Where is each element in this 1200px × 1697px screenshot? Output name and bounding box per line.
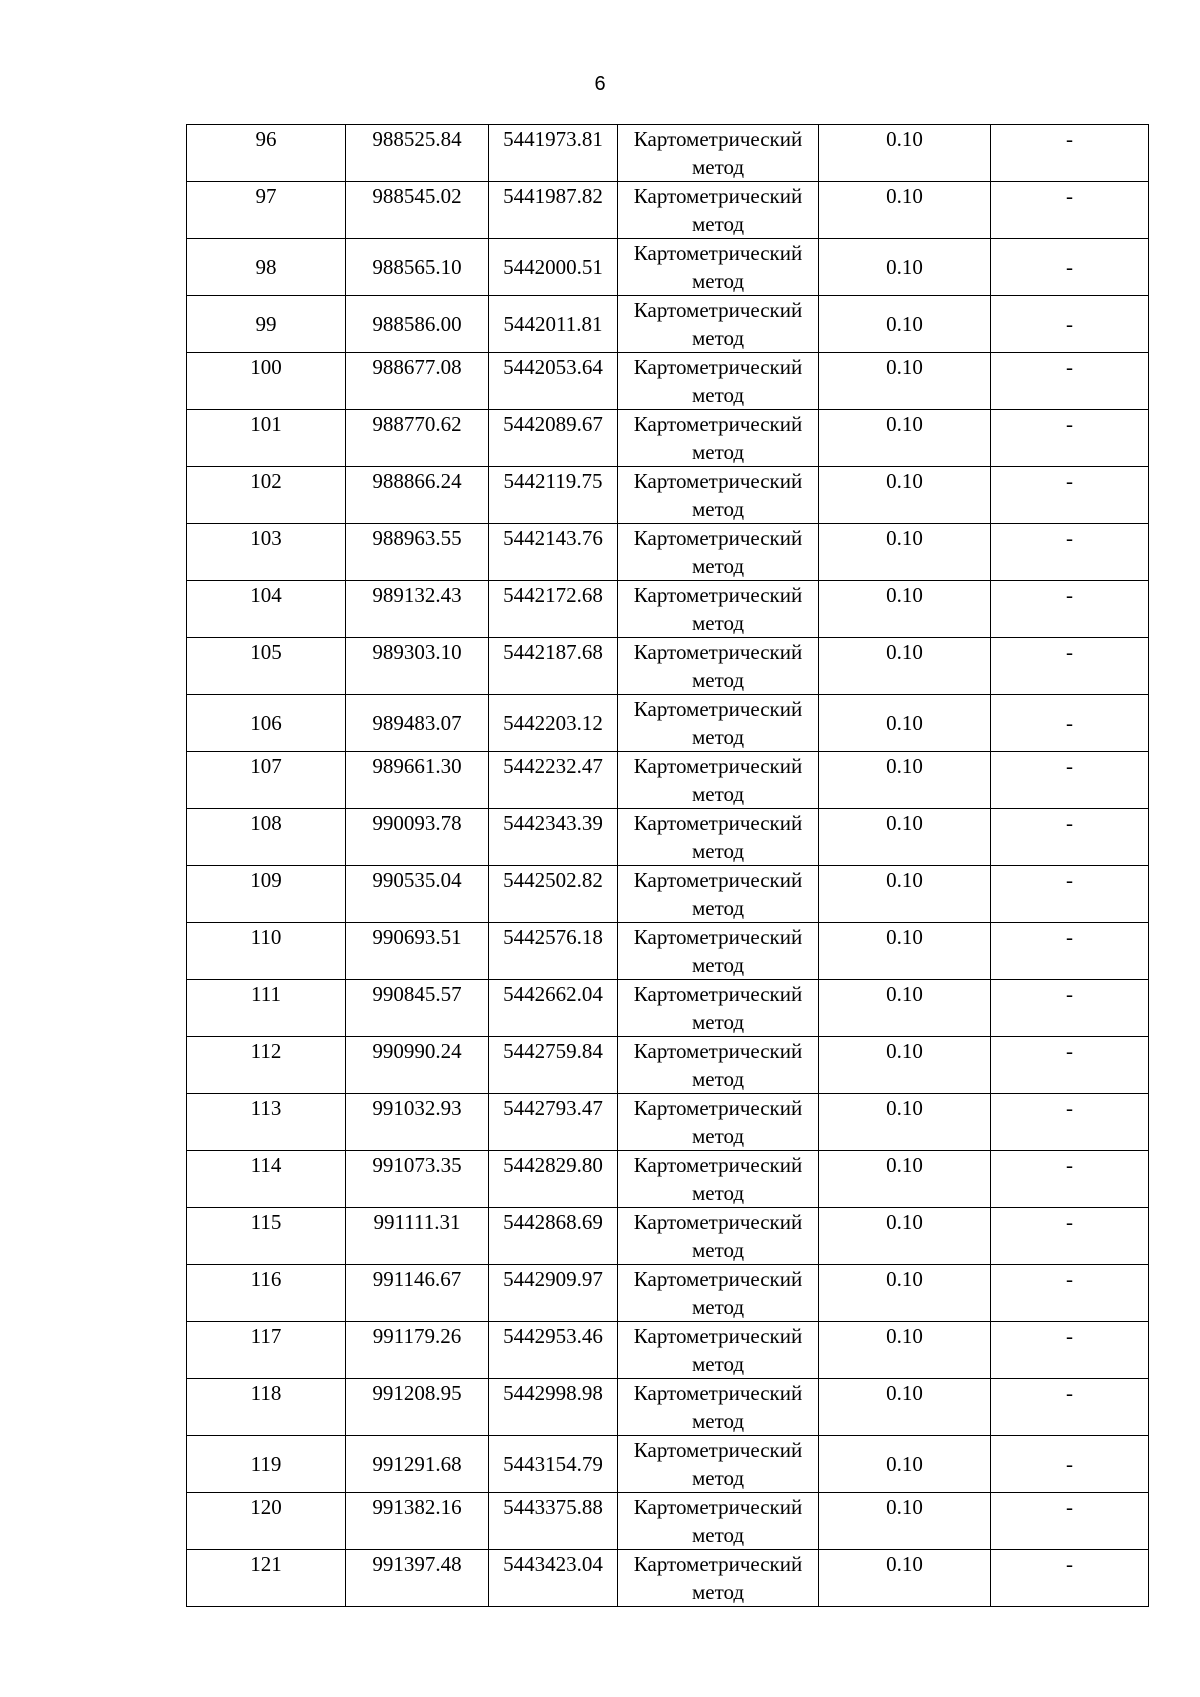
table-row [187, 524, 1149, 581]
note-cell: - [991, 1550, 1149, 1607]
table-row [187, 1322, 1149, 1379]
x-coordinate-cell: 988565.10 [346, 239, 489, 296]
table-row [187, 1037, 1149, 1094]
accuracy-cell: 0.10 [819, 296, 991, 353]
note-cell: - [991, 410, 1149, 467]
method-cell: Картометрический метод [618, 980, 819, 1037]
table-row [187, 581, 1149, 638]
coordinates-table [186, 124, 1149, 1607]
y-coordinate-cell: 5442662.04 [489, 980, 618, 1037]
table-row [187, 1151, 1149, 1208]
x-coordinate-cell: 989661.30 [346, 752, 489, 809]
table-row [187, 866, 1149, 923]
method-cell: Картометрический метод [618, 1037, 819, 1094]
point-number-cell: 108 [187, 809, 346, 866]
note-cell: - [991, 1037, 1149, 1094]
note-cell: - [991, 923, 1149, 980]
accuracy-cell: 0.10 [819, 410, 991, 467]
accuracy-cell: 0.10 [819, 1493, 991, 1550]
method-cell: Картометрический метод [618, 752, 819, 809]
note-cell: - [991, 866, 1149, 923]
table-row [187, 353, 1149, 410]
y-coordinate-cell: 5442793.47 [489, 1094, 618, 1151]
accuracy-cell: 0.10 [819, 353, 991, 410]
table-row [187, 125, 1149, 182]
method-cell: Картометрический метод [618, 182, 819, 239]
x-coordinate-cell: 988525.84 [346, 125, 489, 182]
x-coordinate-cell: 990093.78 [346, 809, 489, 866]
point-number-cell: 114 [187, 1151, 346, 1208]
point-number-cell: 103 [187, 524, 346, 581]
point-number-cell: 99 [187, 296, 346, 353]
point-number-cell: 102 [187, 467, 346, 524]
note-cell: - [991, 1322, 1149, 1379]
note-cell: - [991, 467, 1149, 524]
x-coordinate-cell: 990845.57 [346, 980, 489, 1037]
y-coordinate-cell: 5442909.97 [489, 1265, 618, 1322]
point-number-cell: 97 [187, 182, 346, 239]
method-cell: Картометрический метод [618, 638, 819, 695]
table-row [187, 410, 1149, 467]
note-cell: - [991, 695, 1149, 752]
method-cell: Картометрический метод [618, 1550, 819, 1607]
y-coordinate-cell: 5441987.82 [489, 182, 618, 239]
table-row [187, 182, 1149, 239]
x-coordinate-cell: 991146.67 [346, 1265, 489, 1322]
accuracy-cell: 0.10 [819, 467, 991, 524]
table-row [187, 809, 1149, 866]
x-coordinate-cell: 991032.93 [346, 1094, 489, 1151]
method-cell: Картометрический метод [618, 239, 819, 296]
table-row [187, 239, 1149, 296]
note-cell: - [991, 1208, 1149, 1265]
x-coordinate-cell: 988770.62 [346, 410, 489, 467]
table-row [187, 695, 1149, 752]
x-coordinate-cell: 989132.43 [346, 581, 489, 638]
point-number-cell: 101 [187, 410, 346, 467]
accuracy-cell: 0.10 [819, 1436, 991, 1493]
accuracy-cell: 0.10 [819, 1208, 991, 1265]
y-coordinate-cell: 5442187.68 [489, 638, 618, 695]
point-number-cell: 121 [187, 1550, 346, 1607]
point-number-cell: 111 [187, 980, 346, 1037]
x-coordinate-cell: 990535.04 [346, 866, 489, 923]
x-coordinate-cell: 988963.55 [346, 524, 489, 581]
method-cell: Картометрический метод [618, 353, 819, 410]
x-coordinate-cell: 989483.07 [346, 695, 489, 752]
point-number-cell: 112 [187, 1037, 346, 1094]
note-cell: - [991, 980, 1149, 1037]
method-cell: Картометрический метод [618, 923, 819, 980]
point-number-cell: 120 [187, 1493, 346, 1550]
note-cell: - [991, 809, 1149, 866]
table-row [187, 1265, 1149, 1322]
note-cell: - [991, 239, 1149, 296]
table-row [187, 1379, 1149, 1436]
point-number-cell: 109 [187, 866, 346, 923]
accuracy-cell: 0.10 [819, 695, 991, 752]
point-number-cell: 107 [187, 752, 346, 809]
method-cell: Картометрический метод [618, 296, 819, 353]
method-cell: Картометрический метод [618, 695, 819, 752]
accuracy-cell: 0.10 [819, 923, 991, 980]
method-cell: Картометрический метод [618, 1379, 819, 1436]
coordinates-table-body [187, 125, 1149, 1607]
x-coordinate-cell: 991111.31 [346, 1208, 489, 1265]
point-number-cell: 104 [187, 581, 346, 638]
note-cell: - [991, 1493, 1149, 1550]
point-number-cell: 115 [187, 1208, 346, 1265]
note-cell: - [991, 1436, 1149, 1493]
table-row [187, 752, 1149, 809]
accuracy-cell: 0.10 [819, 1094, 991, 1151]
accuracy-cell: 0.10 [819, 182, 991, 239]
point-number-cell: 98 [187, 239, 346, 296]
method-cell: Картометрический метод [618, 809, 819, 866]
y-coordinate-cell: 5442089.67 [489, 410, 618, 467]
table-row [187, 1436, 1149, 1493]
point-number-cell: 116 [187, 1265, 346, 1322]
note-cell: - [991, 1379, 1149, 1436]
y-coordinate-cell: 5442868.69 [489, 1208, 618, 1265]
point-number-cell: 113 [187, 1094, 346, 1151]
y-coordinate-cell: 5443375.88 [489, 1493, 618, 1550]
y-coordinate-cell: 5442502.82 [489, 866, 618, 923]
y-coordinate-cell: 5443423.04 [489, 1550, 618, 1607]
table-row [187, 923, 1149, 980]
method-cell: Картометрический метод [618, 125, 819, 182]
table-row [187, 296, 1149, 353]
y-coordinate-cell: 5442203.12 [489, 695, 618, 752]
table-row [187, 1094, 1149, 1151]
x-coordinate-cell: 991073.35 [346, 1151, 489, 1208]
point-number-cell: 105 [187, 638, 346, 695]
method-cell: Картометрический метод [618, 1322, 819, 1379]
x-coordinate-cell: 988545.02 [346, 182, 489, 239]
table-row [187, 467, 1149, 524]
accuracy-cell: 0.10 [819, 524, 991, 581]
note-cell: - [991, 524, 1149, 581]
x-coordinate-cell: 991291.68 [346, 1436, 489, 1493]
accuracy-cell: 0.10 [819, 1151, 991, 1208]
method-cell: Картометрический метод [618, 1151, 819, 1208]
y-coordinate-cell: 5442143.76 [489, 524, 618, 581]
method-cell: Картометрический метод [618, 866, 819, 923]
table-row [187, 980, 1149, 1037]
note-cell: - [991, 182, 1149, 239]
x-coordinate-cell: 990990.24 [346, 1037, 489, 1094]
y-coordinate-cell: 5443154.79 [489, 1436, 618, 1493]
method-cell: Картометрический метод [618, 467, 819, 524]
x-coordinate-cell: 988866.24 [346, 467, 489, 524]
accuracy-cell: 0.10 [819, 866, 991, 923]
y-coordinate-cell: 5442172.68 [489, 581, 618, 638]
x-coordinate-cell: 991382.16 [346, 1493, 489, 1550]
note-cell: - [991, 353, 1149, 410]
note-cell: - [991, 1265, 1149, 1322]
y-coordinate-cell: 5442000.51 [489, 239, 618, 296]
method-cell: Картометрический метод [618, 1094, 819, 1151]
note-cell: - [991, 752, 1149, 809]
accuracy-cell: 0.10 [819, 239, 991, 296]
note-cell: - [991, 1151, 1149, 1208]
y-coordinate-cell: 5442119.75 [489, 467, 618, 524]
accuracy-cell: 0.10 [819, 1265, 991, 1322]
accuracy-cell: 0.10 [819, 581, 991, 638]
note-cell: - [991, 638, 1149, 695]
x-coordinate-cell: 991179.26 [346, 1322, 489, 1379]
note-cell: - [991, 581, 1149, 638]
y-coordinate-cell: 5442576.18 [489, 923, 618, 980]
page-number: 6 [594, 73, 606, 95]
y-coordinate-cell: 5441973.81 [489, 125, 618, 182]
y-coordinate-cell: 5442953.46 [489, 1322, 618, 1379]
y-coordinate-cell: 5442343.39 [489, 809, 618, 866]
point-number-cell: 96 [187, 125, 346, 182]
method-cell: Картометрический метод [618, 1493, 819, 1550]
x-coordinate-cell: 988586.00 [346, 296, 489, 353]
method-cell: Картометрический метод [618, 581, 819, 638]
accuracy-cell: 0.10 [819, 1322, 991, 1379]
y-coordinate-cell: 5442998.98 [489, 1379, 618, 1436]
point-number-cell: 106 [187, 695, 346, 752]
method-cell: Картометрический метод [618, 1436, 819, 1493]
x-coordinate-cell: 989303.10 [346, 638, 489, 695]
x-coordinate-cell: 991208.95 [346, 1379, 489, 1436]
point-number-cell: 119 [187, 1436, 346, 1493]
x-coordinate-cell: 990693.51 [346, 923, 489, 980]
table-row [187, 638, 1149, 695]
method-cell: Картометрический метод [618, 1208, 819, 1265]
note-cell: - [991, 1094, 1149, 1151]
accuracy-cell: 0.10 [819, 125, 991, 182]
accuracy-cell: 0.10 [819, 1550, 991, 1607]
table-row [187, 1493, 1149, 1550]
y-coordinate-cell: 5442232.47 [489, 752, 618, 809]
note-cell: - [991, 296, 1149, 353]
accuracy-cell: 0.10 [819, 1037, 991, 1094]
method-cell: Картометрический метод [618, 524, 819, 581]
point-number-cell: 110 [187, 923, 346, 980]
x-coordinate-cell: 991397.48 [346, 1550, 489, 1607]
y-coordinate-cell: 5442011.81 [489, 296, 618, 353]
accuracy-cell: 0.10 [819, 809, 991, 866]
accuracy-cell: 0.10 [819, 638, 991, 695]
y-coordinate-cell: 5442053.64 [489, 353, 618, 410]
point-number-cell: 100 [187, 353, 346, 410]
x-coordinate-cell: 988677.08 [346, 353, 489, 410]
accuracy-cell: 0.10 [819, 1379, 991, 1436]
accuracy-cell: 0.10 [819, 980, 991, 1037]
point-number-cell: 118 [187, 1379, 346, 1436]
note-cell: - [991, 125, 1149, 182]
y-coordinate-cell: 5442829.80 [489, 1151, 618, 1208]
y-coordinate-cell: 5442759.84 [489, 1037, 618, 1094]
method-cell: Картометрический метод [618, 410, 819, 467]
accuracy-cell: 0.10 [819, 752, 991, 809]
table-row [187, 1550, 1149, 1607]
point-number-cell: 117 [187, 1322, 346, 1379]
method-cell: Картометрический метод [618, 1265, 819, 1322]
table-row [187, 1208, 1149, 1265]
